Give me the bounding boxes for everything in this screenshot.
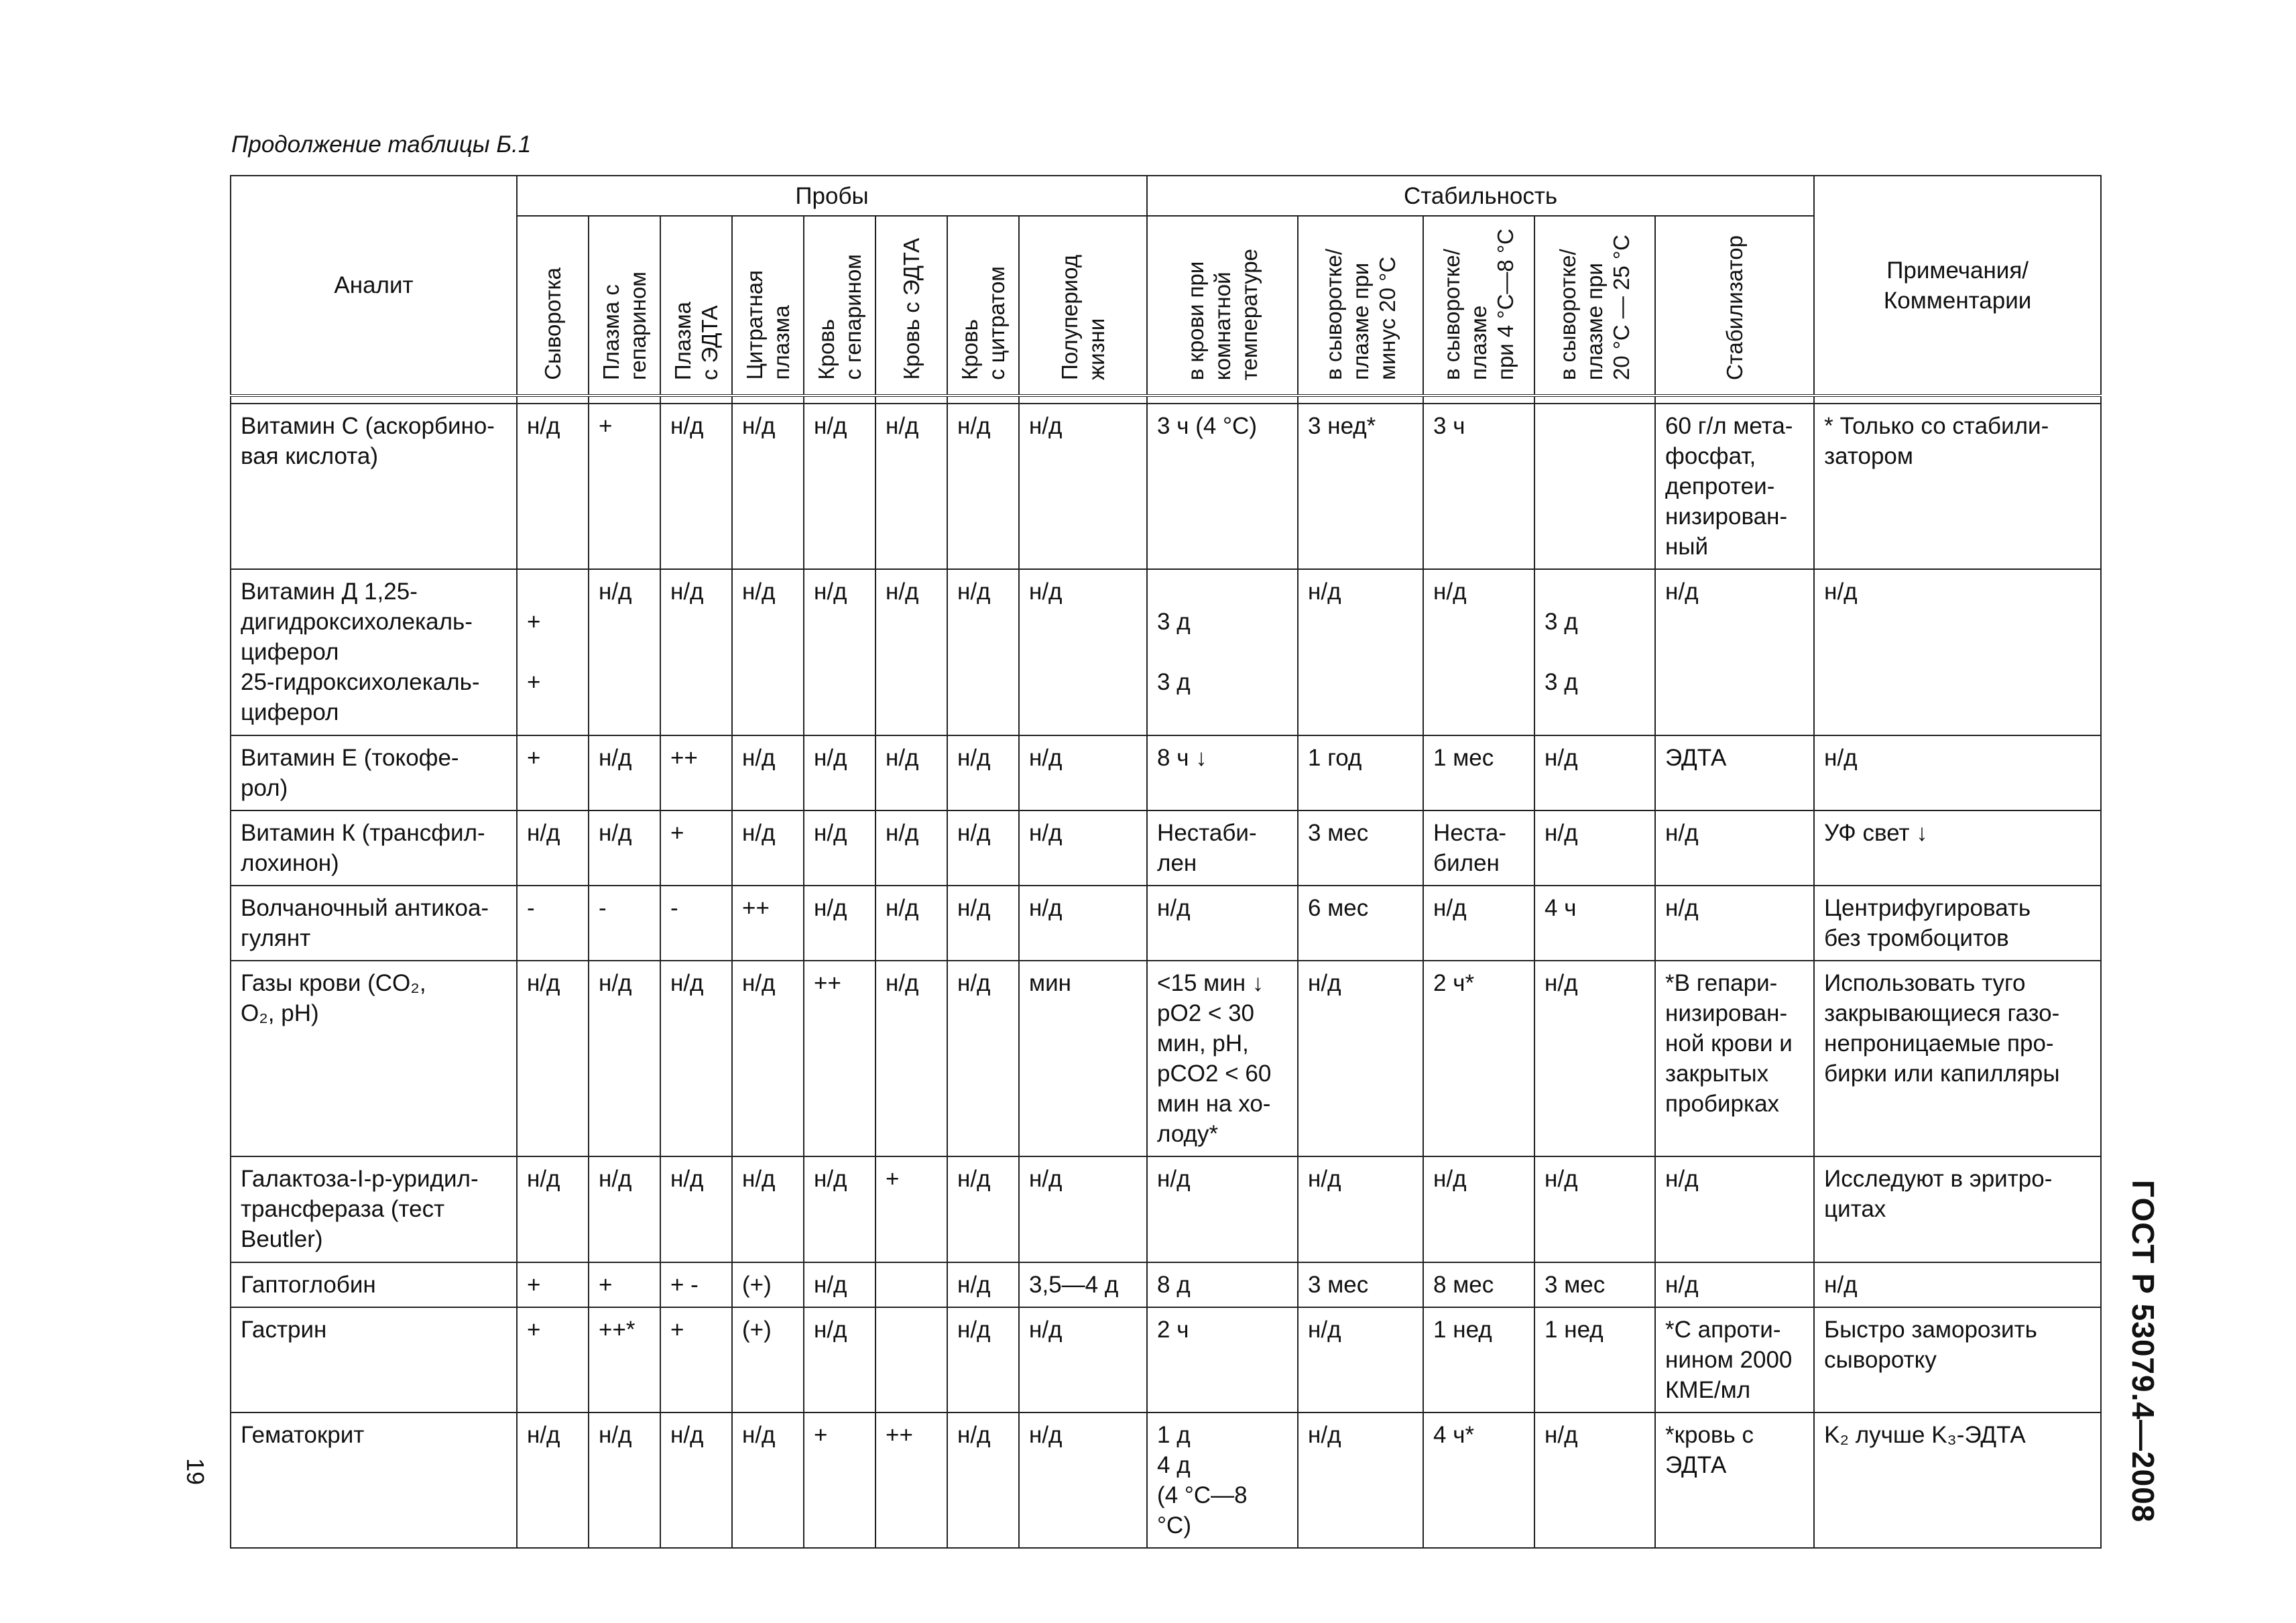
cell-c2: н/д bbox=[589, 735, 660, 810]
cell-analyte: Гастрин bbox=[231, 1307, 517, 1412]
cell-s3: 3 ч bbox=[1423, 404, 1534, 569]
table-row bbox=[231, 1262, 2101, 1307]
cell-s2: 3 мес bbox=[1298, 810, 1423, 886]
cell-note: Использовать туго закрывающиеся газо- непроницаемые про- бирки или капилляры bbox=[1814, 961, 2101, 1156]
table-row bbox=[231, 404, 2101, 569]
cell-s3: н/д bbox=[1423, 886, 1534, 961]
cell-analyte: Витамин Е (токофе- рол) bbox=[231, 735, 517, 810]
cell-stab: н/д bbox=[1655, 886, 1814, 961]
cell-analyte: Галактоза-I-р-уридил- трансфераза (тест Beutler) bbox=[231, 1156, 517, 1262]
cell-c3: + - bbox=[660, 1262, 732, 1307]
header-blood-edta: Кровь с ЭДТА bbox=[875, 216, 947, 396]
cell-c6: н/д bbox=[875, 735, 947, 810]
cell-s1: 8 ч ↓ bbox=[1147, 735, 1298, 810]
cell-s1: 1 д 4 д (4 °С—8 °С) bbox=[1147, 1412, 1298, 1548]
cell-s4: н/д bbox=[1534, 961, 1655, 1156]
cell-c5: н/д bbox=[804, 735, 875, 810]
cell-c8: н/д bbox=[1019, 886, 1147, 961]
cell-c5: н/д bbox=[804, 1156, 875, 1262]
cell-c4: (+) bbox=[732, 1307, 804, 1412]
page-number: 19 bbox=[182, 1458, 209, 1486]
cell-c3: - bbox=[660, 886, 732, 961]
cell-c8: н/д bbox=[1019, 1412, 1147, 1548]
cell-analyte: Гаптоглобин bbox=[231, 1262, 517, 1307]
header-stab-20-25: в сыворотке/ плазме при 20 °С — 25 °С bbox=[1534, 216, 1655, 396]
cell-c6: + bbox=[875, 1156, 947, 1262]
cell-c1: н/д bbox=[517, 961, 589, 1156]
cell-c5: н/д bbox=[804, 810, 875, 886]
cell-c2: н/д bbox=[589, 810, 660, 886]
cell-c7: н/д bbox=[947, 1412, 1019, 1548]
cell-c4: (+) bbox=[732, 1262, 804, 1307]
cell-note: Исследуют в эритро- цитах bbox=[1814, 1156, 2101, 1262]
cell-stab: 60 г/л мета- фосфат, депротеи- низирован- ный bbox=[1655, 404, 1814, 569]
header-samples-group: Пробы bbox=[517, 176, 1147, 216]
table-row bbox=[231, 735, 2101, 810]
cell-c5: + bbox=[804, 1412, 875, 1548]
header-blood-heparin: Кровь с гепарином bbox=[804, 216, 875, 396]
cell-s1: н/д bbox=[1147, 1156, 1298, 1262]
cell-c3: н/д bbox=[660, 1412, 732, 1548]
cell-c3: + bbox=[660, 1307, 732, 1412]
table-row bbox=[231, 569, 2101, 735]
cell-c5: н/д bbox=[804, 1307, 875, 1412]
cell-stab: *С апроти- нином 2000 КМЕ/мл bbox=[1655, 1307, 1814, 1412]
cell-note: н/д bbox=[1814, 1262, 2101, 1307]
cell-stab: н/д bbox=[1655, 810, 1814, 886]
data-table-container bbox=[230, 175, 2102, 1549]
table-row bbox=[231, 961, 2101, 1156]
cell-c4: н/д bbox=[732, 1412, 804, 1548]
cell-s3: Неста- билен bbox=[1423, 810, 1534, 886]
cell-s4 bbox=[1534, 404, 1655, 569]
header-stab-room-temp: в крови при комнатной температуре bbox=[1147, 216, 1298, 396]
cell-c2: + bbox=[589, 404, 660, 569]
cell-s2: н/д bbox=[1298, 1156, 1423, 1262]
cell-c4: н/д bbox=[732, 961, 804, 1156]
cell-c6: н/д bbox=[875, 404, 947, 569]
cell-stab: *В гепари- низирован- ной крови и закрытых пробирках bbox=[1655, 961, 1814, 1156]
cell-s3: н/д bbox=[1423, 569, 1534, 735]
cell-c1: н/д bbox=[517, 810, 589, 886]
cell-s2: 6 мес bbox=[1298, 886, 1423, 961]
cell-c7: н/д bbox=[947, 886, 1019, 961]
cell-c2: н/д bbox=[589, 1412, 660, 1548]
cell-c7: н/д bbox=[947, 404, 1019, 569]
cell-c5: н/д bbox=[804, 1262, 875, 1307]
cell-note: K₂ лучше K₃-ЭДТА bbox=[1814, 1412, 2101, 1548]
cell-s2: н/д bbox=[1298, 1307, 1423, 1412]
cell-c8: н/д bbox=[1019, 735, 1147, 810]
cell-s1: н/д bbox=[1147, 886, 1298, 961]
cell-c2: ++* bbox=[589, 1307, 660, 1412]
cell-c1: н/д bbox=[517, 404, 589, 569]
cell-c3: + bbox=[660, 810, 732, 886]
cell-c7: н/д bbox=[947, 1156, 1019, 1262]
cell-s2: н/д bbox=[1298, 569, 1423, 735]
cell-s2: 3 мес bbox=[1298, 1262, 1423, 1307]
cell-c6 bbox=[875, 1307, 947, 1412]
cell-c3: н/д bbox=[660, 404, 732, 569]
header-stability-group: Стабильность bbox=[1147, 176, 1814, 216]
cell-s4: н/д bbox=[1534, 735, 1655, 810]
cell-analyte: Газы крови (CO₂, O₂, рН) bbox=[231, 961, 517, 1156]
cell-s2: 3 нед* bbox=[1298, 404, 1423, 569]
cell-c5: н/д bbox=[804, 569, 875, 735]
cell-c6: н/д bbox=[875, 886, 947, 961]
cell-analyte: Волчаночный антикоа- гулянт bbox=[231, 886, 517, 961]
cell-analyte: Гематокрит bbox=[231, 1412, 517, 1548]
cell-c6: н/д bbox=[875, 961, 947, 1156]
header-citrate-plasma: Цитратная плазма bbox=[732, 216, 804, 396]
cell-c6: н/д bbox=[875, 810, 947, 886]
cell-c8: н/д bbox=[1019, 1307, 1147, 1412]
cell-s3: 8 мес bbox=[1423, 1262, 1534, 1307]
cell-note: * Только со стабили- затором bbox=[1814, 404, 2101, 569]
cell-c3: н/д bbox=[660, 569, 732, 735]
header-plasma-heparin: Плазма с гепарином bbox=[589, 216, 660, 396]
cell-c3: н/д bbox=[660, 1156, 732, 1262]
cell-c6 bbox=[875, 1262, 947, 1307]
cell-s4: 1 нед bbox=[1534, 1307, 1655, 1412]
table-caption: Продолжение таблицы Б.1 bbox=[231, 131, 532, 158]
cell-stab: *кровь с ЭДТА bbox=[1655, 1412, 1814, 1548]
table-row bbox=[231, 1412, 2101, 1548]
cell-c7: н/д bbox=[947, 1307, 1019, 1412]
cell-c7: н/д bbox=[947, 569, 1019, 735]
table-row bbox=[231, 810, 2101, 886]
cell-c4: н/д bbox=[732, 735, 804, 810]
document-standard-title: ГОСТ Р 53079.4—2008 bbox=[2126, 1180, 2161, 1523]
cell-c2: н/д bbox=[589, 1156, 660, 1262]
cell-c3: н/д bbox=[660, 961, 732, 1156]
cell-s4: 4 ч bbox=[1534, 886, 1655, 961]
cell-analyte: Витамин С (аскорбино- вая кислота) bbox=[231, 404, 517, 569]
cell-c8: н/д bbox=[1019, 1156, 1147, 1262]
cell-c2: н/д bbox=[589, 961, 660, 1156]
cell-s2: 1 год bbox=[1298, 735, 1423, 810]
cell-c1: - bbox=[517, 886, 589, 961]
cell-note: н/д bbox=[1814, 569, 2101, 735]
cell-stab: н/д bbox=[1655, 1262, 1814, 1307]
header-stab-4-8: в сыворотке/ плазме при 4 °С—8 °С bbox=[1423, 216, 1534, 396]
cell-note: н/д bbox=[1814, 735, 2101, 810]
header-serum: Сыворотка bbox=[517, 216, 589, 396]
cell-note: УФ свет ↓ bbox=[1814, 810, 2101, 886]
cell-stab: н/д bbox=[1655, 569, 1814, 735]
cell-c2: + bbox=[589, 1262, 660, 1307]
cell-c2: - bbox=[589, 886, 660, 961]
cell-c4: н/д bbox=[732, 1156, 804, 1262]
cell-stab: ЭДТА bbox=[1655, 735, 1814, 810]
cell-c7: н/д bbox=[947, 1262, 1019, 1307]
cell-s4: 3 д 3 д bbox=[1534, 569, 1655, 735]
cell-s3: 2 ч* bbox=[1423, 961, 1534, 1156]
cell-c8: н/д bbox=[1019, 569, 1147, 735]
cell-s4: н/д bbox=[1534, 810, 1655, 886]
table-row bbox=[231, 1156, 2101, 1262]
cell-c1: + bbox=[517, 1262, 589, 1307]
cell-c8: мин bbox=[1019, 961, 1147, 1156]
cell-c7: н/д bbox=[947, 735, 1019, 810]
cell-c4: н/д bbox=[732, 569, 804, 735]
cell-analyte: Витамин К (трансфил- лохинон) bbox=[231, 810, 517, 886]
table-row bbox=[231, 1307, 2101, 1412]
analyte-table bbox=[230, 175, 2102, 1549]
cell-c4: н/д bbox=[732, 404, 804, 569]
header-analyte: Аналит bbox=[231, 176, 517, 396]
cell-note: Быстро заморозить сыворотку bbox=[1814, 1307, 2101, 1412]
header-half-life: Полупериод жизни bbox=[1019, 216, 1147, 396]
header-plasma-edta: Плазма с ЭДТА bbox=[660, 216, 732, 396]
header-blood-citrate: Кровь с цитратом bbox=[947, 216, 1019, 396]
cell-analyte: Витамин Д 1,25- дигидроксихолекаль- циферол 25-гидроксихолекаль- циферол bbox=[231, 569, 517, 735]
cell-c1: + bbox=[517, 735, 589, 810]
cell-c1: + + bbox=[517, 569, 589, 735]
cell-s1: Нестаби- лен bbox=[1147, 810, 1298, 886]
cell-c7: н/д bbox=[947, 810, 1019, 886]
cell-c6: н/д bbox=[875, 569, 947, 735]
cell-s3: 1 мес bbox=[1423, 735, 1534, 810]
cell-s2: н/д bbox=[1298, 1412, 1423, 1548]
cell-note: Центрифугировать без тромбоцитов bbox=[1814, 886, 2101, 961]
cell-c1: н/д bbox=[517, 1156, 589, 1262]
table-body bbox=[231, 396, 2101, 1548]
cell-c4: ++ bbox=[732, 886, 804, 961]
cell-s4: н/д bbox=[1534, 1412, 1655, 1548]
cell-c1: + bbox=[517, 1307, 589, 1412]
cell-c4: н/д bbox=[732, 810, 804, 886]
cell-c2: н/д bbox=[589, 569, 660, 735]
cell-s1: 3 ч (4 °С) bbox=[1147, 404, 1298, 569]
cell-c6: ++ bbox=[875, 1412, 947, 1548]
header-stabilizer: Стабилизатор bbox=[1655, 216, 1814, 396]
cell-s1: <15 мин ↓ pO2 < 30 мин, pH, pCO2 < 60 мин на хо- лоду* bbox=[1147, 961, 1298, 1156]
cell-s1: 8 д bbox=[1147, 1262, 1298, 1307]
cell-c5: ++ bbox=[804, 961, 875, 1156]
header-notes: Примечания/ Комментарии bbox=[1814, 176, 2101, 396]
table-row bbox=[231, 886, 2101, 961]
cell-c8: н/д bbox=[1019, 810, 1147, 886]
cell-c7: н/д bbox=[947, 961, 1019, 1156]
cell-c1: н/д bbox=[517, 1412, 589, 1548]
cell-c8: н/д bbox=[1019, 404, 1147, 569]
cell-s4: н/д bbox=[1534, 1156, 1655, 1262]
cell-stab: н/д bbox=[1655, 1156, 1814, 1262]
cell-c8: 3,5—4 д bbox=[1019, 1262, 1147, 1307]
cell-s3: 4 ч* bbox=[1423, 1412, 1534, 1548]
cell-c5: н/д bbox=[804, 886, 875, 961]
header-stab-minus20: в сыворотке/ плазме при минус 20 °С bbox=[1298, 216, 1423, 396]
cell-c5: н/д bbox=[804, 404, 875, 569]
cell-s1: 2 ч bbox=[1147, 1307, 1298, 1412]
cell-s3: 1 нед bbox=[1423, 1307, 1534, 1412]
cell-s3: н/д bbox=[1423, 1156, 1534, 1262]
header-separator bbox=[231, 396, 2101, 404]
cell-c3: ++ bbox=[660, 735, 732, 810]
cell-s2: н/д bbox=[1298, 961, 1423, 1156]
cell-s1: 3 д 3 д bbox=[1147, 569, 1298, 735]
cell-s4: 3 мес bbox=[1534, 1262, 1655, 1307]
